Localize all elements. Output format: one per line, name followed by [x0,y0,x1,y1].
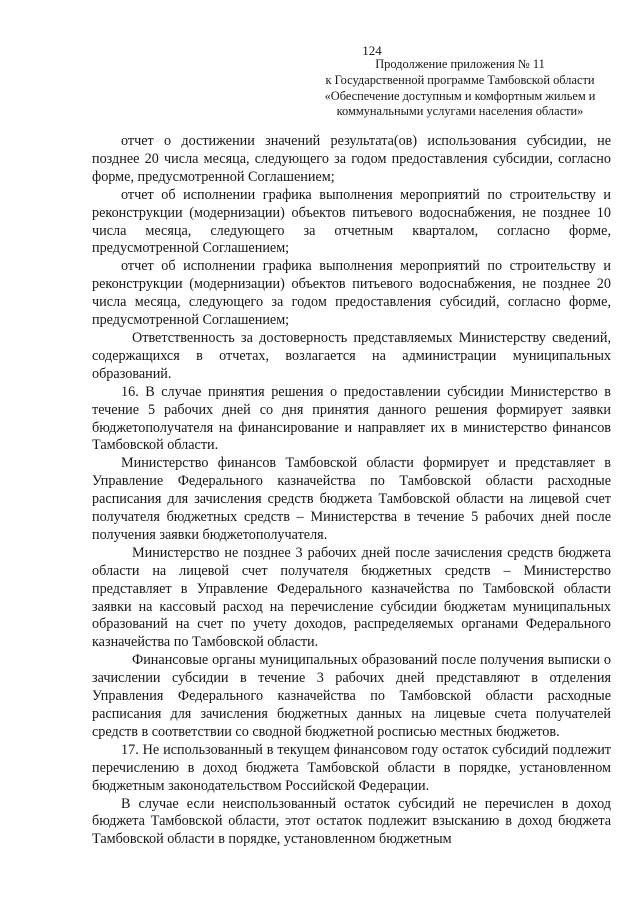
paragraph: В случае если неиспользованный остаток субсидий не перечислен в доход бюджета Тамбовской области, этот остаток подлежит взысканию в доход бюджета Тамбовской области в порядке, установленном бюджетным [92,795,611,848]
paragraph: Ответственность за достоверность представляемых Министерству сведений, содержащихся в отчетах, возлагается на администрации муниципальных образований. [92,329,611,382]
paragraph: отчет об исполнении графика выполнения мероприятий по строительству и реконструкции (модернизации) объектов питьевого водоснабжения, не позднее 10 числа месяца, следующего за отчетным кварталом, согласно форме, предусмотренной Соглашением; [92,186,611,257]
appendix-header-line: «Обеспечение доступным и комфортным жильем и [324,88,596,103]
paragraph: Финансовые органы муниципальных образований после получения выписки о зачислении субсидии в течение 3 рабочих дней представляют в отделения Управления Федерального казначейства по Тамбовской области расходные расписания для зачисления бюджетных данных на лицевые счета получателей средств в соответствии со сводной бюджетной росписью местных бюджетов. [92,652,611,740]
paragraph: 17. Не использованный в текущем финансовом году остаток субсидий подлежит перечислению в доход бюджета Тамбовской области в порядке, установленном бюджетным законодательством Российской Федерации. [92,741,611,794]
paragraph: Министерство финансов Тамбовской области формирует и представляет в Управление Федерального казначейства по Тамбовской области расходные расписания для зачисления средств бюджета Тамбовской области на лицевой счет получателя бюджетных средств – Министерства в течение 5 рабочих дней после получения заявки бюджетополучателя. [92,455,611,543]
page-number: 124 [362,43,382,58]
appendix-header-line: Продолжение приложения № 11 [375,57,545,71]
appendix-header-line: к Государственной программе Тамбовской области [325,72,595,87]
paragraph: отчет об исполнении графика выполнения мероприятий по строительству и реконструкции (модернизации) объектов питьевого водоснабжения, не позднее 20 числа месяца, следующего за годом предоставления субсидий, согласно форме, предусмотренной Соглашением; [92,258,611,329]
appendix-header [310,57,610,120]
paragraph: отчет о достижении значений результата(ов) использования субсидии, не позднее 20 числа месяца, следующего за годом предоставления субсидии, согласно форме, предусмотренной Соглашением; [92,133,611,185]
paragraph: Министерство не позднее 3 рабочих дней после зачисления средств бюджета области на лицевой счет получателя бюджетных средств – Министерство представляет в Управление Федерального казначейства по Тамбовской области заявки на кассовый расход на перечисление субсидии бюджетам муниципальных образований на счет по учету доходов, распределяемых органами Федерального казначейства по Тамбовской области. [92,544,611,651]
appendix-header-line: коммунальными услугами населения области» [336,104,584,119]
document-body [92,133,611,849]
paragraph: 16. В случае принятия решения о предоставлении субсидии Министерство в течение 5 рабочих дней со дня принятия данного решения формирует заявки бюджетополучателя на финансирование и направляет их в министерство финансов Тамбовской области. [92,383,611,454]
